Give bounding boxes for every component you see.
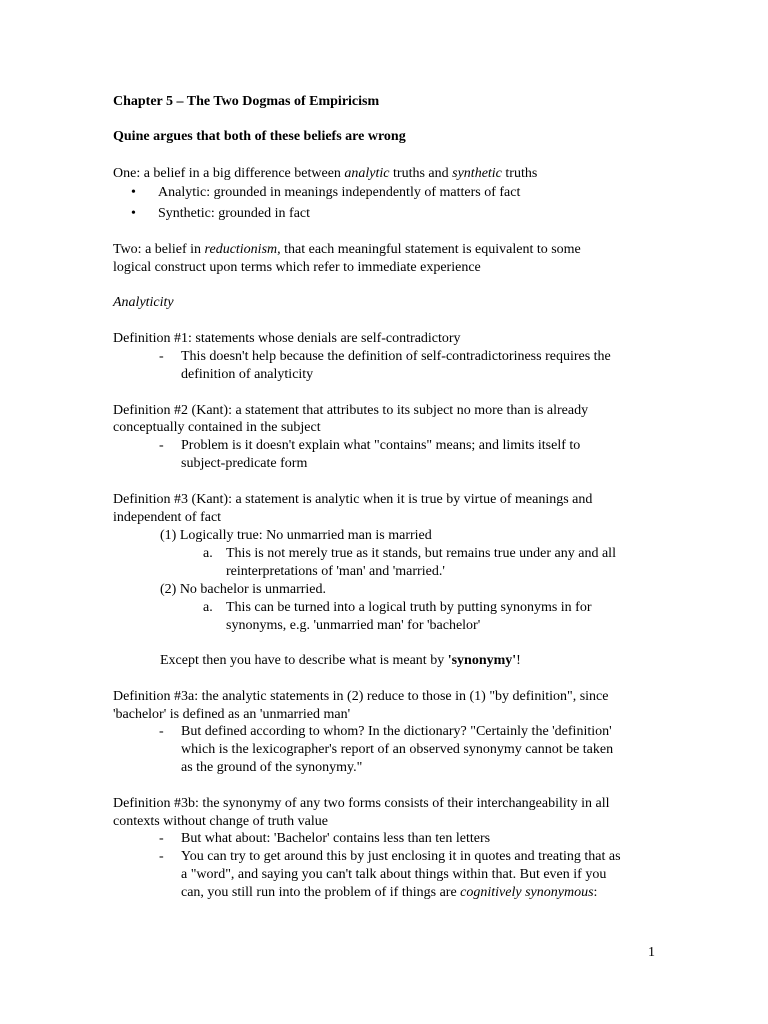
definition-3b: Definition #3b: the synonymy of any two forms consists of their interchangeability in all xyxy=(113,796,610,811)
lettered-text: synonyms, e.g. 'unmarried man' for 'bachelor' xyxy=(226,618,481,633)
dash-text-end: : xyxy=(593,885,598,900)
lettered-text: This is not merely true as it stands, but remains true under any and all xyxy=(226,546,616,561)
definition-3b-line2: contexts without change of truth value xyxy=(113,814,328,829)
dogma-one xyxy=(113,165,537,183)
dash-marker: - xyxy=(159,724,164,739)
lettered-text: reinterpretations of 'man' and 'married.' xyxy=(226,564,445,579)
definition-3: Definition #3 (Kant): a statement is analytic when it is true by virtue of meanings and xyxy=(113,492,593,507)
dash-marker: - xyxy=(159,438,164,453)
numbered-text: (1) Logically true: No unmarried man is married xyxy=(160,528,432,543)
definition-1: Definition #1: statements whose denials are self-contradictory xyxy=(113,331,461,346)
dash-text: This doesn't help because the definition of self-contradictoriness requires the xyxy=(181,349,611,364)
letter-marker: a. xyxy=(203,546,213,561)
numbered-text: (2) No bachelor is unmarried. xyxy=(160,582,326,597)
section-subheading: Quine argues that both of these beliefs are wrong xyxy=(113,129,406,144)
dash-text-mixed xyxy=(181,884,597,902)
dogma-one-analytic: analytic xyxy=(344,166,390,181)
definition-3a: Definition #3a: the analytic statements in (2) reduce to those in (1) "by definition", since xyxy=(113,689,609,704)
dogma-two-text-2: , that each meaningful statement is equivalent to some xyxy=(277,242,581,257)
synonymy-term: 'synonymy' xyxy=(447,653,517,668)
dash-text: But defined according to whom? In the dictionary? "Certainly the 'definition' xyxy=(181,724,612,739)
dash-text: You can try to get around this by just enclosing it in quotes and treating that as xyxy=(181,849,621,864)
definition-3a-line2: 'bachelor' is defined as an 'unmarried man' xyxy=(113,707,351,722)
definition-2: Definition #2 (Kant): a statement that attributes to its subject no more than is already xyxy=(113,403,589,418)
dash-text: definition of analyticity xyxy=(181,367,314,382)
dogma-two xyxy=(113,241,581,259)
synonymy-note-text: Except then you have to describe what is meant by xyxy=(160,653,448,668)
letter-marker: a. xyxy=(203,600,213,615)
dogma-two-reductionism: reductionism xyxy=(204,242,278,257)
dash-text: a "word", and saying you can't talk about things within that. But even if you xyxy=(181,867,607,882)
dogma-one-synthetic: synthetic xyxy=(452,166,502,181)
dash-text: which is the lexicographer's report of an observed synonymy cannot be taken xyxy=(181,742,614,757)
dogma-one-text-3: truths xyxy=(501,166,538,181)
section-analyticity: Analyticity xyxy=(113,295,174,310)
definition-2-line2: conceptually contained in the subject xyxy=(113,420,321,435)
dogma-one-text-2: truths and xyxy=(389,166,453,181)
dash-text: But what about: 'Bachelor' contains less than ten letters xyxy=(181,831,491,846)
dash-text-part: can, you still run into the problem of if things are xyxy=(181,885,461,900)
dash-text: subject-predicate form xyxy=(181,456,308,471)
dogma-one-text: One: a belief in a big difference between xyxy=(113,166,345,181)
dash-marker: - xyxy=(159,849,164,864)
dash-text: as the ground of the synonymy." xyxy=(181,760,363,775)
cognitively-synonymous-term: cognitively synonymous xyxy=(460,885,594,900)
definition-3-line2: independent of fact xyxy=(113,510,222,525)
dash-marker: - xyxy=(159,831,164,846)
page-number: 1 xyxy=(648,945,655,960)
bullet-icon: • xyxy=(131,206,136,221)
synonymy-note-end: ! xyxy=(516,653,521,668)
chapter-heading: Chapter 5 – The Two Dogmas of Empiricism xyxy=(113,94,380,109)
dogma-two-line2: logical construct upon terms which refer to immediate experience xyxy=(113,260,481,275)
bullet-text: Analytic: grounded in meanings independently of matters of fact xyxy=(158,185,521,200)
bullet-text: Synthetic: grounded in fact xyxy=(158,206,311,221)
dogma-two-text: Two: a belief in xyxy=(113,242,205,257)
lettered-text: This can be turned into a logical truth by putting synonyms in for xyxy=(226,600,592,615)
dash-text: Problem is it doesn't explain what "contains" means; and limits itself to xyxy=(181,438,581,453)
dash-marker: - xyxy=(159,349,164,364)
synonymy-note xyxy=(160,652,521,670)
bullet-icon: • xyxy=(131,185,136,200)
